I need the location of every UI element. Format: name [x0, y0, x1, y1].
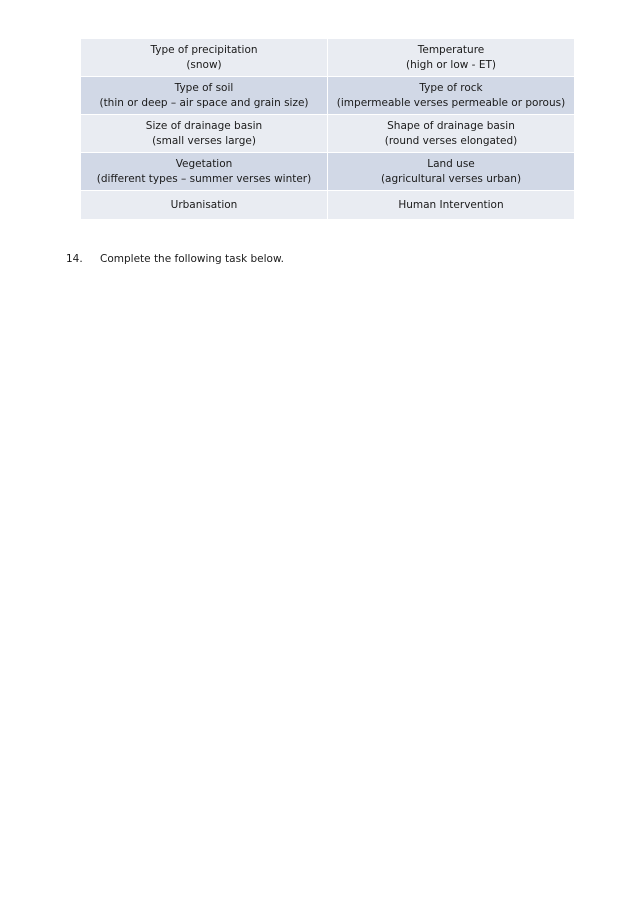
cell-detail: (small verses large): [152, 134, 256, 147]
table-cell: [81, 115, 328, 153]
cell-detail: (thin or deep – air space and grain size): [99, 96, 309, 109]
table-row: [81, 77, 575, 115]
table-row: [81, 115, 575, 153]
cell-detail: (snow): [186, 58, 222, 71]
question-14: [66, 252, 284, 266]
table-cell: [81, 153, 328, 191]
cell-title: Type of rock: [419, 81, 483, 94]
cell-detail: (impermeable verses permeable or porous): [336, 96, 566, 109]
factors-table: [80, 38, 575, 220]
question-number: 14.: [66, 253, 83, 265]
cell-detail: (agricultural verses urban): [380, 172, 522, 185]
cell-title: Type of precipitation: [150, 43, 258, 56]
cell-title: Human Intervention: [398, 198, 504, 211]
question-text: Complete the following task below.: [100, 253, 284, 265]
table-cell: [328, 77, 575, 115]
cell-title: Type of soil: [174, 81, 234, 94]
table-row: [81, 191, 575, 220]
table-cell: [328, 39, 575, 77]
cell-title: Land use: [427, 157, 475, 170]
table-cell: [81, 39, 328, 77]
cell-title: Vegetation: [175, 157, 233, 170]
table-cell: [81, 191, 328, 220]
cell-detail: (high or low - ET): [406, 58, 496, 71]
cell-detail: (round verses elongated): [384, 134, 518, 147]
cell-title: Shape of drainage basin: [387, 119, 515, 132]
cell-title: Temperature: [417, 43, 485, 56]
cell-detail: (different types – summer verses winter): [96, 172, 312, 185]
cell-title: Size of drainage basin: [145, 119, 263, 132]
cell-title: Urbanisation: [170, 198, 238, 211]
table-cell: [328, 115, 575, 153]
table-row: [81, 39, 575, 77]
table-cell: [328, 153, 575, 191]
table-cell: [328, 191, 575, 220]
table-row: [81, 153, 575, 191]
table-cell: [81, 77, 328, 115]
